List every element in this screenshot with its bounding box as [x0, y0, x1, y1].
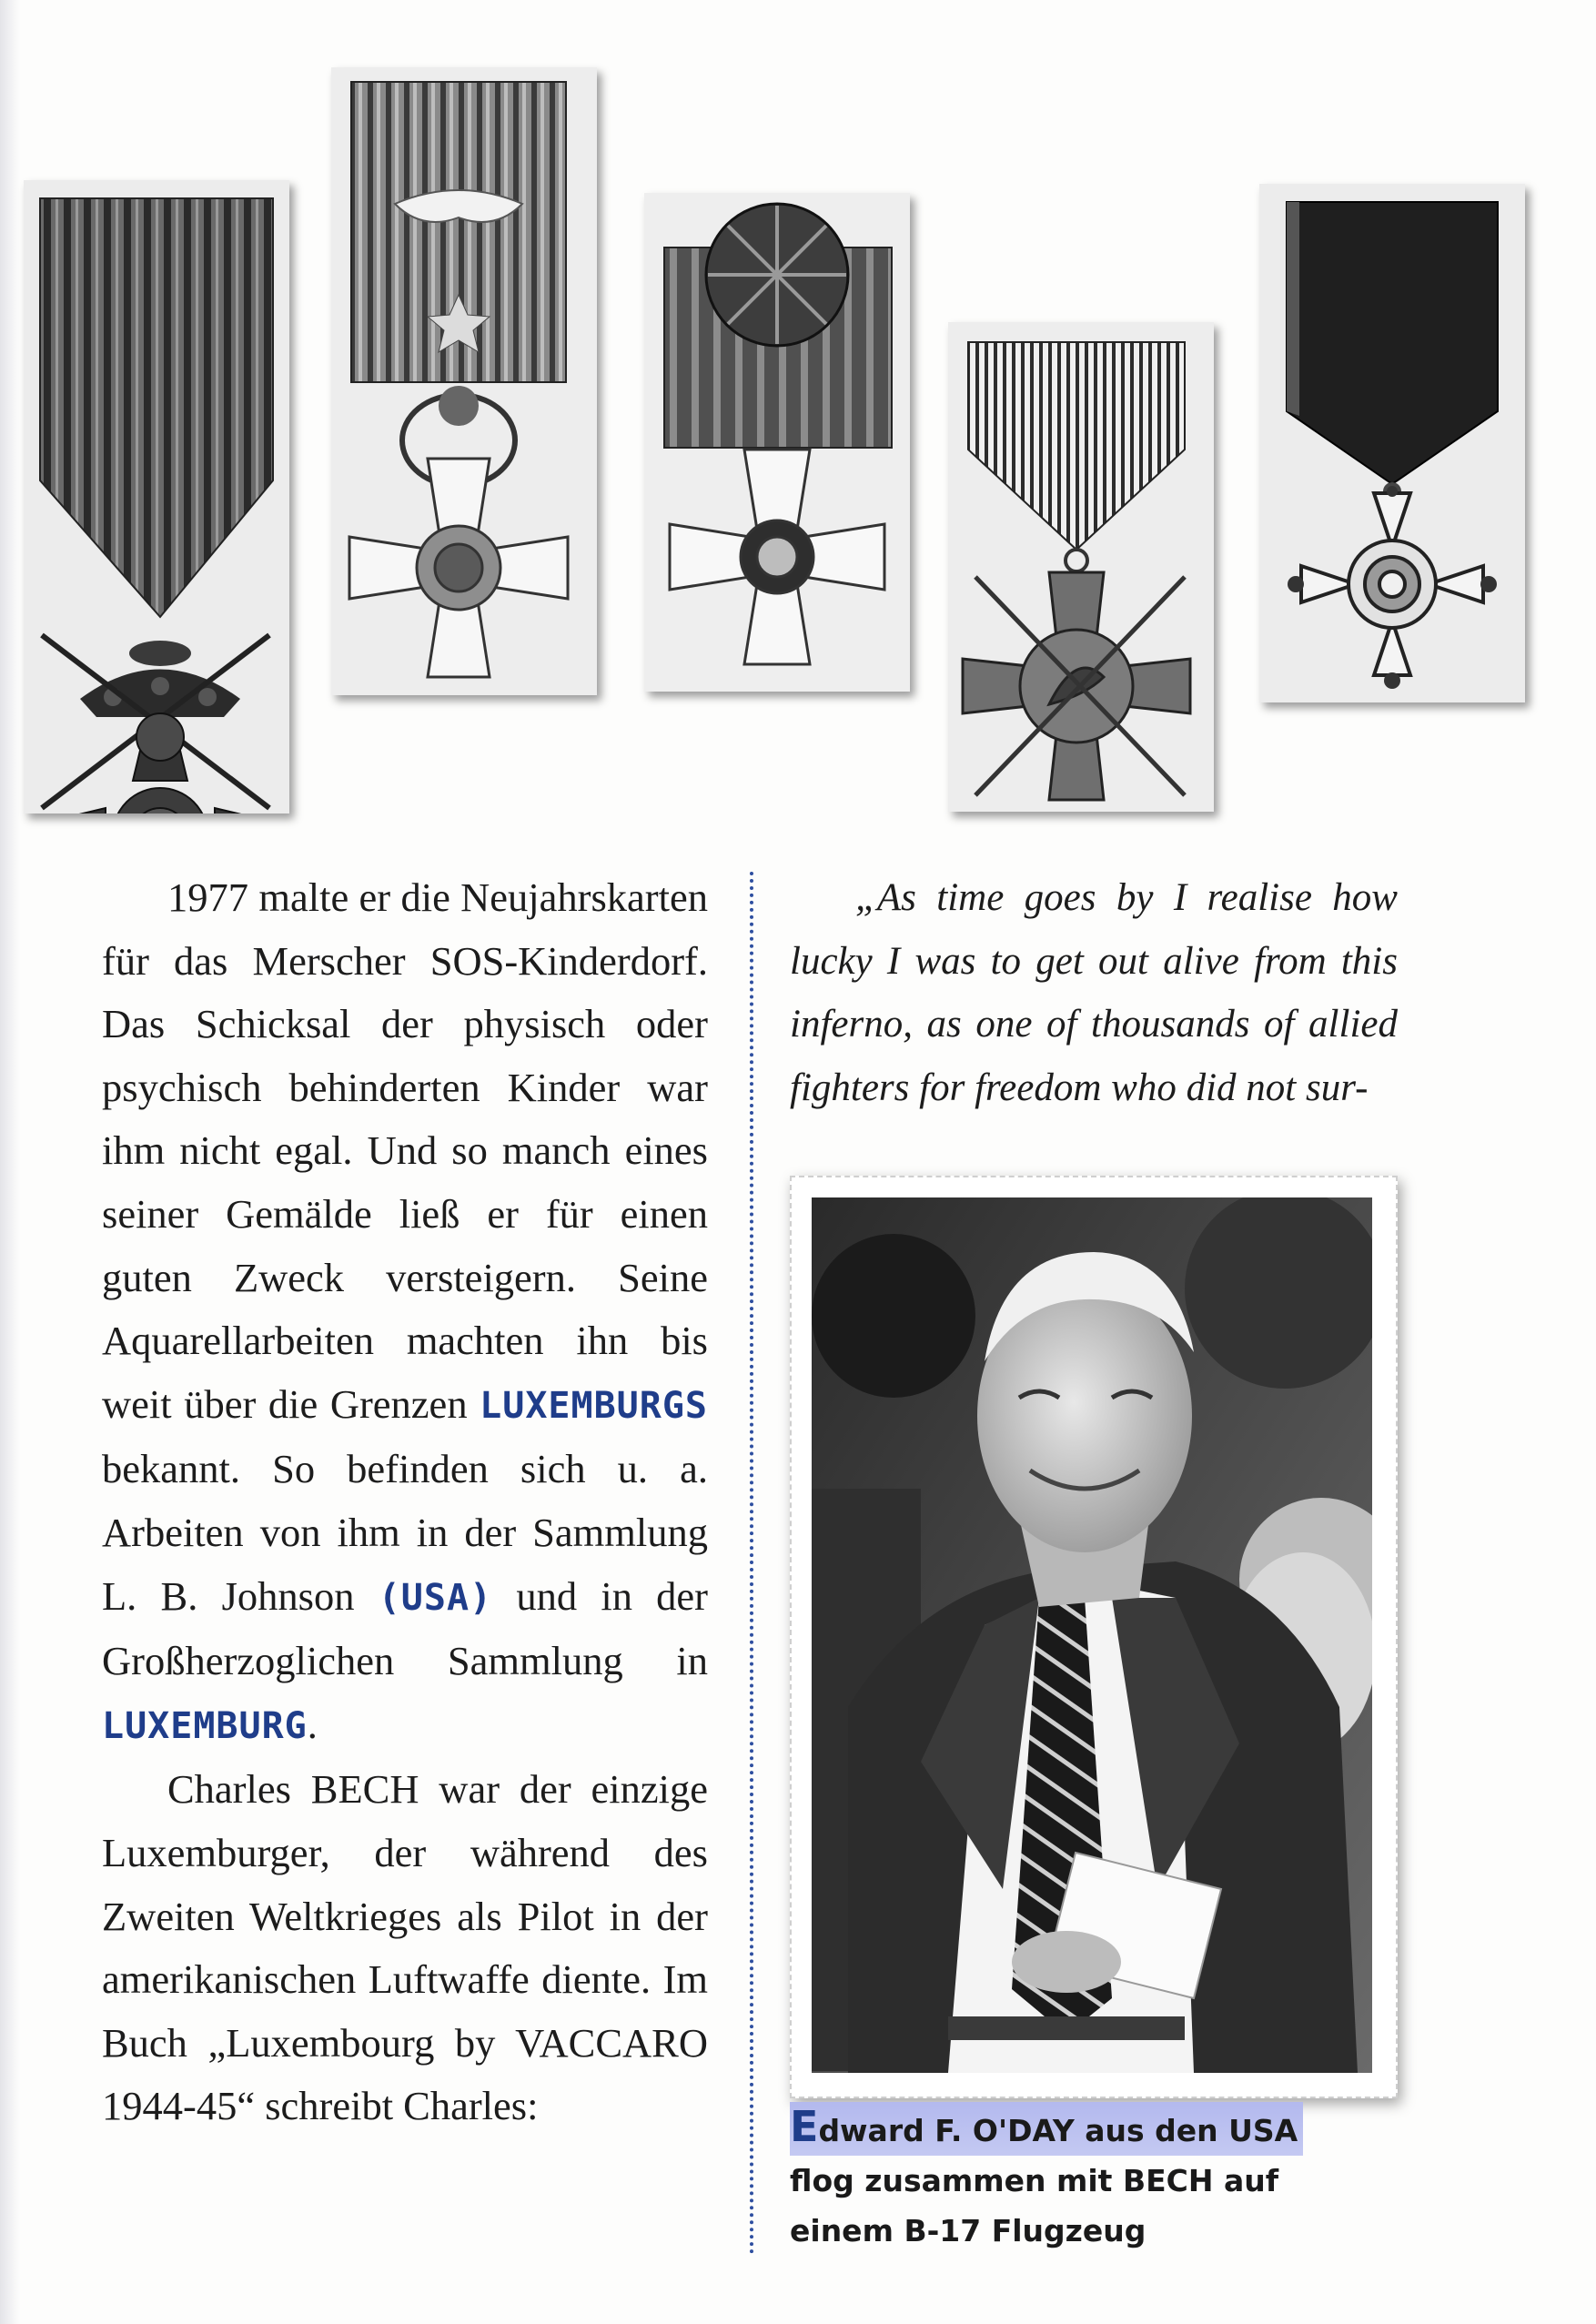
medal-photo-rosette-order — [644, 193, 910, 692]
portrait-photo-frame — [790, 1176, 1398, 2098]
portrait-photo-edward-oday — [812, 1197, 1372, 2073]
medal-croix-de-guerre-image — [24, 180, 289, 813]
medal-photo-croix-de-guerre — [24, 180, 289, 813]
para1-text-b: bekannt. So befinden sich u. a. Arbeiten von ihm in der Sammlung L. B. Johnson — [102, 1446, 708, 1619]
para1-text-a: 1977 malte er die Neujahrskarten für das Merscher SOS-Kinderdorf. Das Schicksal der physisch oder psychisch behinderten Kinder war ihm nicht egal. Und so manch eines seiner Gemälde ließ er für einen guten Zweck versteigern. Seine Aquarellarbeiten machten ihn bis weit über die Grenzen — [102, 874, 708, 1427]
paragraph-neujahrskarten — [102, 866, 708, 1758]
column-divider — [750, 872, 753, 2255]
medal-dark-ribbon-image — [1259, 184, 1525, 702]
caption-line-2: flog zusammen mit BECH auf — [790, 2163, 1279, 2198]
quote-text: „As time goes by I realise how lucky I was to get out alive from this inferno, as one of thousands of allied fighters for freedom who did not sur- — [790, 876, 1398, 1109]
para1-text-d: . — [307, 1701, 318, 1747]
highlight-luxemburgs: LUXEMBURGS — [480, 1384, 708, 1427]
medal-photo-oak-leaf-order — [331, 67, 597, 695]
left-text-column — [102, 866, 708, 2138]
medal-rosette-image — [644, 193, 910, 692]
para1-text-c: und in der Großherzoglichen Sammlung in — [102, 1572, 709, 1684]
medal-photo-dark-ribbon-order — [1259, 184, 1525, 702]
page-gutter-shadow — [0, 0, 20, 2324]
highlight-usa: (USA) — [378, 1576, 493, 1619]
caption-dropcap: E — [790, 2102, 819, 2151]
caption-line-1-text: dward F. O'DAY aus den USA — [818, 2113, 1298, 2148]
medal-volunteer-cross-image — [948, 322, 1214, 812]
caption-line-3: einem B-17 Flugzeug — [790, 2213, 1146, 2248]
highlight-luxemburg: LUXEMBURG — [102, 1704, 308, 1747]
caption-line-1 — [790, 2102, 1303, 2156]
paragraph-charles-bech: Charles BECH war der einzige Luxemburger, der während des Zweiten Weltkrieges als Pilot in der amerikanischen Luftwaffe diente. Im Buch „Luxembourg by VACCARO 1944-45“ schreibt Charles: — [102, 1766, 708, 2129]
photo-caption — [790, 2102, 1299, 2256]
medal-oak-leaf-image — [331, 67, 597, 695]
medal-photo-volunteer-cross — [948, 322, 1214, 812]
